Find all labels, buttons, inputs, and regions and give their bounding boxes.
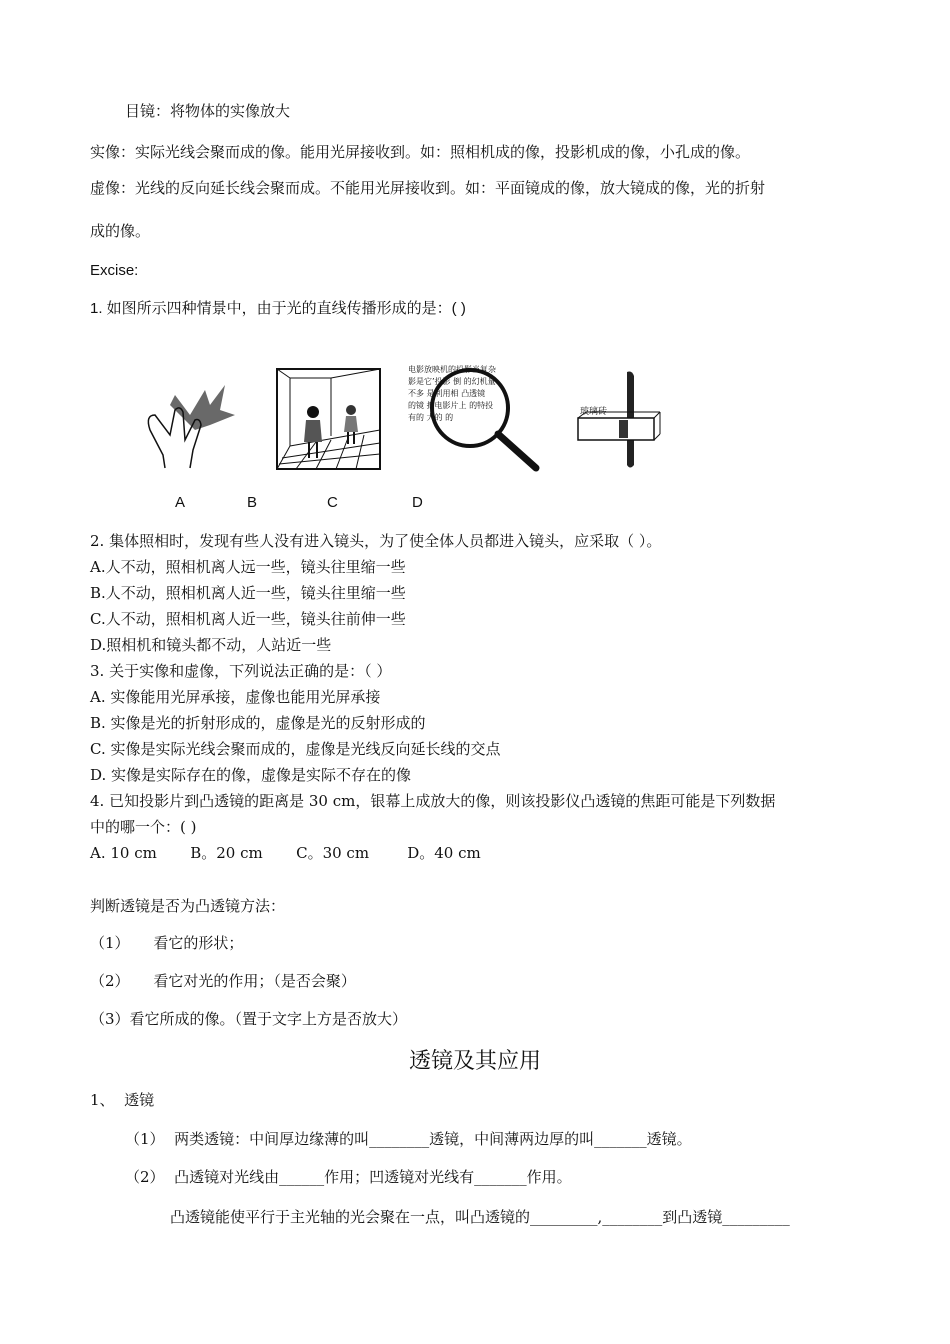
text-line: 成的像。 bbox=[90, 223, 151, 240]
section-1: 1、 透镜 bbox=[90, 1091, 155, 1109]
method-1: （1） 看它的形状； bbox=[90, 934, 244, 952]
glass-block-label: 玻璃砖 bbox=[580, 407, 608, 417]
option-3a: A. 实像能用光屏承接，虚像也能用光屏承接 bbox=[90, 688, 381, 706]
figure-label-a: A bbox=[175, 494, 186, 511]
text-line: 虚像：光线的反向延长线会聚而成。不能用光屏接收到。如：平面镜成的像，放大镜成的像，光的折射 bbox=[90, 180, 766, 197]
pen-and-glass-icon bbox=[572, 370, 662, 470]
section-1-item-1: （1） 两类透镜：中间厚边缘薄的叫________透镜，中间薄两边厚的叫_______透镜。 bbox=[125, 1130, 692, 1148]
figure-d-glass-block bbox=[572, 370, 662, 470]
page-title: 透镜及其应用 bbox=[408, 1049, 541, 1074]
section-1-item-2-cont: 凸透镜能使平行于主光轴的光会聚在一点，叫凸透镜的_________,________到凸透镜_________ bbox=[170, 1208, 790, 1226]
method-heading: 判断透镜是否为凸透镜方法： bbox=[90, 897, 286, 915]
text-line: Excise: bbox=[90, 262, 139, 279]
text-line: 目镜：将物体的实像放大 bbox=[125, 103, 291, 120]
question-1: 1. 如图所示四种情景中，由于光的直线传播形成的是：( ) bbox=[90, 300, 466, 317]
text-line: 实像：实际光线会聚而成的像。能用光屏接收到。如：照相机成的像，投影机成的像，小孔成的像。 bbox=[90, 144, 751, 161]
text-row: 影是它’投影 倒 的幻机量 bbox=[408, 377, 496, 386]
magnifier-icon bbox=[408, 362, 543, 474]
method-3: （3）看它所成的像。（置于文字上方是否放大） bbox=[90, 1010, 408, 1028]
option-3b: B. 实像是光的折射形成的，虚像是光的反射形成的 bbox=[90, 714, 426, 732]
figure-a-hand-shadow bbox=[135, 370, 245, 470]
section-1-item-2: （2） 凸透镜对光线由______作用；凹透镜对光线有_______作用。 bbox=[125, 1168, 572, 1186]
question-3: 3. 关于实像和虚像，下列说法正确的是：（ ） bbox=[90, 662, 392, 680]
option-2a: A.人不动，照相机离人远一些，镜头往里缩一些 bbox=[90, 558, 406, 576]
question-4-cont: 中的哪一个：( ) bbox=[90, 818, 197, 836]
method-2: （2） 看它对光的作用；（是否会聚） bbox=[90, 972, 356, 990]
option-3d: D. 实像是实际存在的像，虚像是实际不存在的像 bbox=[90, 766, 412, 784]
option-3c: C. 实像是实际光线会聚而成的，虚像是光线反向延长线的交点 bbox=[90, 740, 501, 758]
option-2c: C.人不动，照相机离人近一些，镜头往前伸一些 bbox=[90, 610, 406, 628]
figure-label-d: D bbox=[412, 494, 423, 511]
text-row: 电影放映机的投影当复杂 bbox=[408, 365, 496, 374]
text-row: 有的 大的 的 bbox=[408, 413, 454, 422]
figure-label-b: B bbox=[247, 494, 258, 511]
figure-label-c: C bbox=[327, 494, 338, 511]
question-2: 2. 集体照相时，发现有些人没有进入镜头，为了使全体人员都进入镜头，应采取（ ）。 bbox=[90, 532, 662, 550]
option-2b: B.人不动，照相机离人近一些，镜头往里缩一些 bbox=[90, 584, 406, 602]
text-row: 不多 是利用相 凸透镜 bbox=[408, 389, 486, 398]
figure-b-mirror-room bbox=[276, 368, 381, 470]
text-row: 的镜 把电影片上 的特投 bbox=[408, 401, 494, 410]
question-4-options: A. 10 cm B。20 cm C。30 cm D。40 cm bbox=[90, 844, 481, 862]
figure-c-magnifier bbox=[408, 362, 543, 474]
question-4: 4. 已知投影片到凸透镜的距离是 30 cm，银幕上成放大的像，则该投影仪凸透镜的焦距可能是下列数据 bbox=[90, 792, 776, 810]
option-2d: D.照相机和镜头都不动，人站近一些 bbox=[90, 636, 332, 654]
